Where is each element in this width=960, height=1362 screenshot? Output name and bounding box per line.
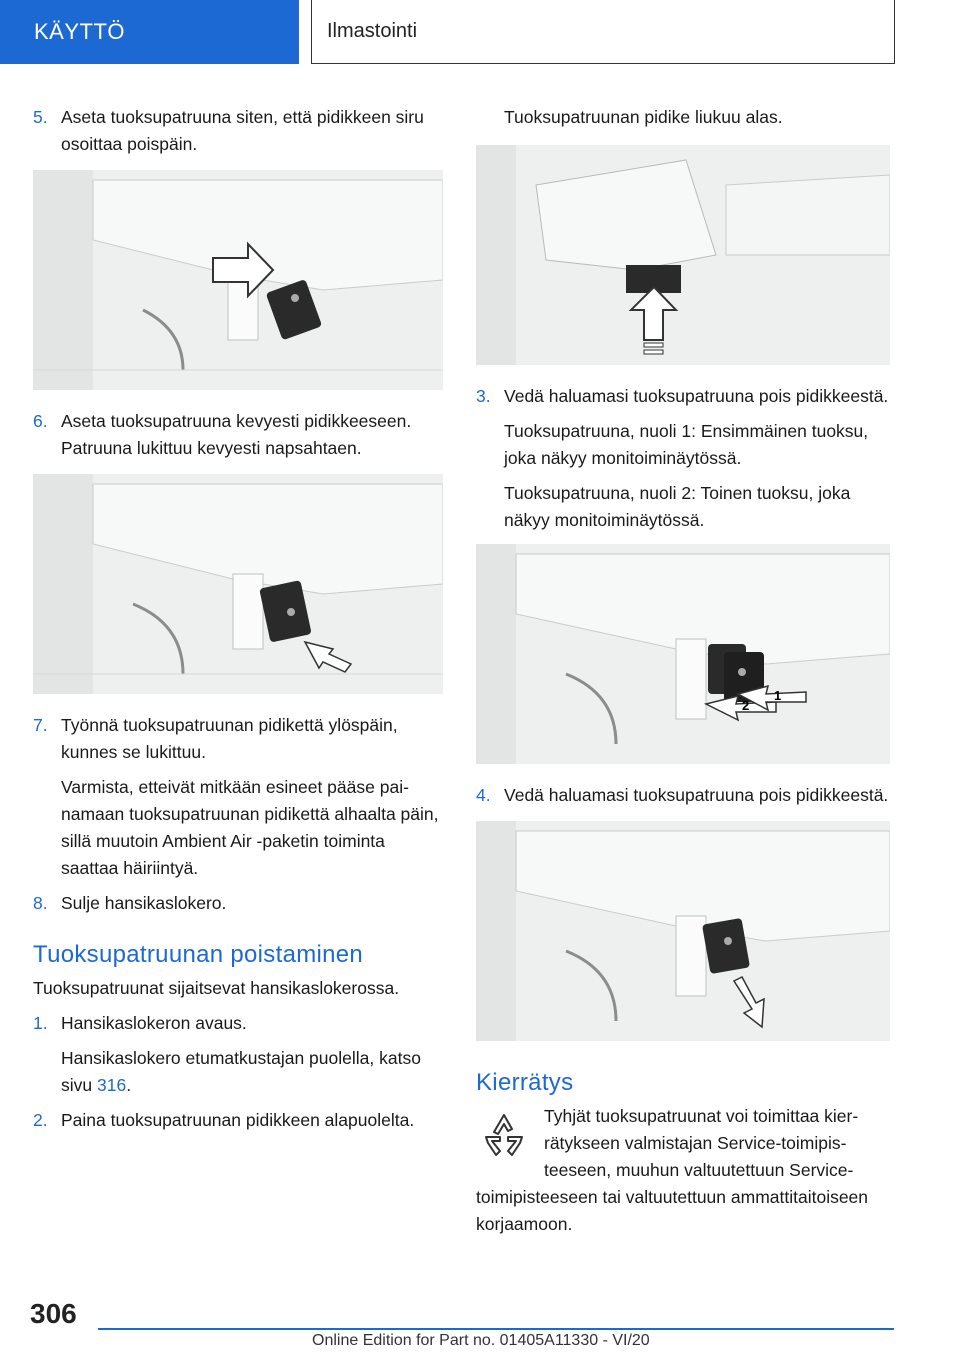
step-6 <box>33 408 443 462</box>
step-text: Aseta tuoksupatruuna kevyesti pidikkeeseen. Patruuna lukittuu kevyesti napsahtaen. <box>61 411 412 458</box>
removal-intro: Tuoksupatruunat sijaitsevat hansikaslokerossa. <box>33 978 400 998</box>
chapter-header <box>311 0 895 64</box>
left-column <box>33 104 443 1142</box>
step-7 <box>33 712 443 766</box>
removal-step-4 <box>476 782 890 809</box>
removal-step-1-note <box>61 1045 443 1099</box>
glovebox-illustration <box>476 145 890 365</box>
note-end: . <box>126 1075 132 1095</box>
glovebox-illustration <box>476 821 890 1041</box>
step-number: 8. <box>33 893 48 913</box>
footer-divider <box>98 1328 894 1330</box>
figure-pull-cartridge <box>476 821 890 1041</box>
section-title: KÄYTTÖ <box>34 19 126 44</box>
step-number: 4. <box>476 785 491 805</box>
figure-two-cartridges <box>476 544 890 764</box>
step-5 <box>33 104 443 158</box>
step-8 <box>33 890 443 917</box>
step-text: Sulje hansikaslokero. <box>61 893 227 913</box>
slide-text: Tuoksupatruunan pidike liukuu alas. <box>504 107 783 127</box>
step-number: 2. <box>33 1110 48 1130</box>
figure-click-cartridge <box>33 474 443 694</box>
glovebox-illustration <box>33 474 443 694</box>
page-link[interactable]: 316 <box>96 1075 127 1095</box>
step-number: 7. <box>33 715 48 735</box>
step-text: Aseta tuoksupatruuna siten, että pidikkeen siru osoittaa poispäin. <box>61 107 424 154</box>
removal-step-1 <box>33 1010 443 1037</box>
recycle-icon <box>478 1109 530 1161</box>
removal-step-2 <box>33 1107 443 1134</box>
step-text: Hansikaslokeron avaus. <box>61 1013 247 1033</box>
recycle-heading: Kierrätys <box>476 1069 574 1096</box>
page-number: 306 <box>30 1298 77 1329</box>
step-text: Paina tuoksupatruunan pidikkeen alapuolelta. <box>61 1110 415 1130</box>
recycle-text: Tyhjät tuoksupatruunat voi toimittaa kierrätykseen valmistajan Service-toimipisteeseen, muuhun valtuutettuun Service-toimipisteeseen tai valtuutettuun ammattitaitoiseen korjaamoon. <box>476 1106 869 1234</box>
removal-step-3-note-2: Tuoksupatruuna, nuoli 2: Toinen tuoksu, joka näkyy monitoiminäytössä. <box>504 483 851 530</box>
figure-insert-cartridge <box>33 170 443 390</box>
right-column <box>476 104 890 1246</box>
footer-edition: Online Edition for Part no. 01405A11330 - VI/20 <box>312 1332 650 1349</box>
glovebox-illustration <box>33 170 443 390</box>
removal-heading: Tuoksupatruunan poistaminen <box>33 941 364 968</box>
arrow-label-1: 1 <box>774 688 782 703</box>
step-text: Työnnä tuoksupatruunan pidikettä ylöspäin, kunnes se lukittuu. <box>61 715 398 762</box>
chapter-title: Ilmastointi <box>327 20 418 42</box>
step-text: Vedä haluamasi tuoksupatruuna pois pidikkeestä. <box>504 785 889 805</box>
recycle-block <box>476 1103 890 1238</box>
removal-step-3 <box>476 383 890 410</box>
section-tab <box>0 0 299 64</box>
step-7-note: Varmista, etteivät mitkään esineet pääse painamaan tuoksupatruunan pidikettä alhaalta päin, sillä muutoin Ambient Air -paketin toiminta saattaa häiriintyä. <box>61 777 439 878</box>
step-number: 5. <box>33 107 48 127</box>
step-number: 6. <box>33 411 48 431</box>
note-text: Hansikaslokero etumatkustajan puolella, katso sivu <box>61 1048 421 1095</box>
step-number: 1. <box>33 1013 48 1033</box>
step-text: Vedä haluamasi tuoksupatruuna pois pidikkeestä. <box>504 386 889 406</box>
step-number: 3. <box>476 386 491 406</box>
arrow-label-2: 2 <box>742 698 750 713</box>
removal-step-3-note-1: Tuoksupatruuna, nuoli 1: Ensimmäinen tuoksu, joka näkyy monitoiminäytössä. <box>504 421 869 468</box>
glovebox-illustration <box>476 544 890 764</box>
figure-holder-slides <box>476 145 890 365</box>
